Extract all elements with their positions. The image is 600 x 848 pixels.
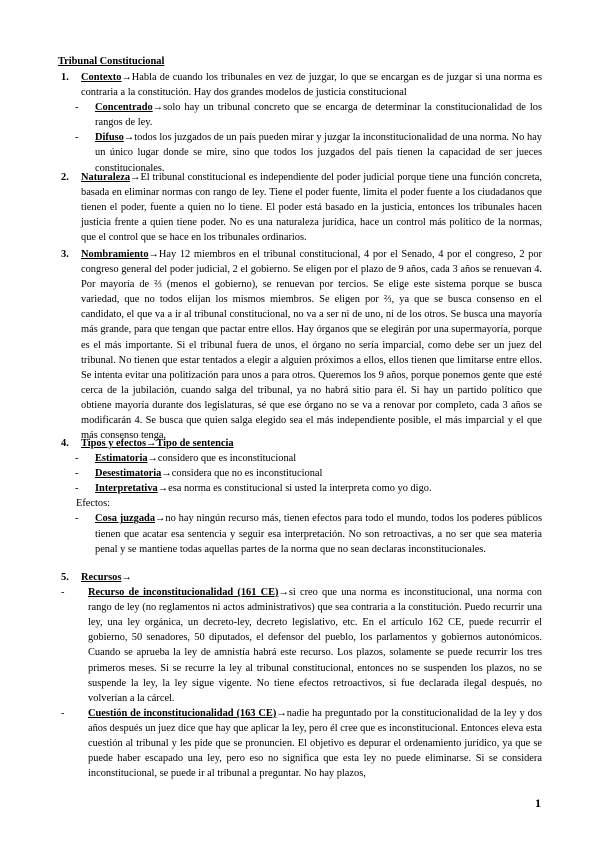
- section-text: →: [121, 572, 132, 583]
- section-text: →Habla de cuando los tribunales en vez de juzgar, lo que se encargan es de juzgar si una norma es contraria a la constitución. Hay dos grandes modelos de justicia constitucional: [81, 72, 542, 99]
- effects-label: Efectos:: [76, 498, 111, 510]
- list-item: [58, 481, 542, 496]
- list-item: [58, 451, 542, 466]
- list-item: [58, 706, 542, 781]
- section-heading: Tipos y efectos→Tipo de sentencia: [81, 438, 234, 449]
- section-paragraph: [58, 70, 542, 100]
- section-recursos: [58, 570, 542, 781]
- list-item-text: →considero que es inconstitucional: [147, 453, 297, 465]
- section-tipos-efectos: [58, 436, 542, 557]
- list-item-text: →todos los juzgados de un país pueden mirar y juzgar la inconstitucionalidad de una norma. No hay un único lugar donde se mire, sino que todos los juzgados del país tienen la capacidad de ser jueces constitucionales.: [95, 132, 542, 174]
- bullet-dash: -: [61, 587, 65, 599]
- list-item: [58, 585, 542, 706]
- list-item-heading: Cosa juzgada: [95, 513, 156, 525]
- section-number: 1.: [61, 72, 69, 83]
- bullet-dash: -: [75, 102, 79, 114]
- list-item-text: →nadie ha preguntado por la constitucionalidad de la ley y dos años después un juez dice que hay que aplicar la ley, pero él cree que es inconstitucional. Entonces eleva esta cuestión al tribunal y les pide que se pronuncien. El objetivo es depurar el ordenamiento jurídico, ya que se puede haber escapado una ley, pero eso no significa que esta ley no puede eliminarse. Si se considera inconstitucional, se puede ir al tribunal a preguntar. No hay plazos,: [88, 707, 543, 780]
- section-paragraph: [58, 247, 542, 443]
- section-heading: Contexto: [81, 72, 122, 83]
- list-item: [58, 511, 542, 556]
- list-item-heading: Interpretativa: [95, 483, 158, 495]
- list-item-text: →solo hay un tribunal concreto que se encarga de determinar la constitucionalidad de los rangos de ley.: [95, 102, 542, 129]
- section-contexto: [58, 70, 542, 176]
- list-item-text: →esa norma es constitucional si usted la interpreta como yo digo.: [157, 483, 432, 495]
- list-item-text: →considera que no es inconstitucional: [161, 468, 323, 480]
- list-item-text: →no hay ningún recurso más, tienen efectos para todo el mundo, todos los poderes públicos tienen que acatar esa sentencia y seguir esa interpretación. No son retroactivas, a no ser que sea materia penal y se mantiene todas aquellas partes de la norma que no sean declaras inconstitucionales.: [95, 513, 542, 555]
- list-item-heading: Concentrado: [95, 102, 153, 114]
- section-number: 2.: [61, 172, 69, 183]
- list-item: [58, 466, 542, 481]
- section-nombramiento: [58, 247, 542, 443]
- section-paragraph: [58, 436, 542, 451]
- section-heading: Recursos: [81, 572, 122, 583]
- section-number: 5.: [61, 572, 69, 583]
- section-text: →El tribunal constitucional es independiente del poder judicial porque tiene una función concreta, basada en eliminar normas con rango de ley. Tiene el poder fuente, limita el poder fuente a los ciudadanos que tienen el poder, fuente a quien no lo tiene. El poder está basado en la justicia, entonces los tribunales hacen justicia frente a quien tiene poder. No es una naturaleza jurídica, hace un control más político de la normas, que el control que se hace en los tribunales ordinarios.: [81, 172, 542, 244]
- bullet-dash: -: [75, 468, 79, 480]
- bullet-dash: -: [61, 707, 65, 719]
- bullet-dash: -: [75, 453, 79, 465]
- list-item: [58, 100, 542, 130]
- list-item: [58, 130, 542, 175]
- list-item-heading: Recurso de inconstitucionalidad (161 CE): [88, 587, 279, 599]
- section-text: →Hay 12 miembros en el tribunal constitucional, 4 por el Senado, 4 por el congreso, 2 por congreso general del poder judicial, 2 el gobierno. Se eligen por el plazo de 9 años, cada 3 años se renuevan 4. Por mayoría de ⅔ (menos el gobierno), se renuevan por tercios. Se elige este sistema porque se busca variedad, que no todos elijan los mismos miembros. Se eligen por ⅔, ya que se busca consenso en el candidato, el que va a ir al tribunal constitucional, no va a ser ni de uno, ni de los otros. Se busca una mayoría más grande, para que tengan que pactar entre ellos. Hay órganos que se elegirán por una supermayoría, porque es el más importante. Si el tribunal fuera de unos, el órgano no sería imparcial, como debe ser un juez del tribunal. No tienen que estar tentados a elegir a alguien próximos a ellos, ellos tienen que limitarse entre ellos. Se intenta evitar una politización para unos a para otros. Queremos los 9 años, porque ponemos gente que esté cerca de la jubilación, cuando salga del tribunal, ya no habrá sitio para él. Si hay un partido político que obtiene mayoría durante dos legislaturas, sé que ese órgano no se va a renovar por completo, cada 3 años se modificarán 4. Se busca que quien salga elegido sea el más independiente posible, el más imparcial y el que más consenso tenga.: [81, 249, 542, 442]
- bullet-dash: -: [75, 513, 79, 525]
- section-number: 4.: [61, 438, 69, 449]
- section-naturaleza: [58, 170, 542, 245]
- section-heading: Naturaleza: [81, 172, 131, 183]
- section-paragraph: [58, 570, 542, 585]
- bullet-dash: -: [75, 132, 79, 144]
- list-item-text: →si creo que una norma es inconstitucional, una norma con rango de ley (no reglamentos ni actos administrativos) que sea contraria a la constitución. Puedo recurrir una ley, una ley orgánica, un decreto-ley, decreto legislativo, etc. En el artículo 162 CE, puede recurrir el gobierno, 50 senadores, 50 diputados, el defensor del pueblo, los parlamentos y gobiernos autonómicos. Cuando se aprueba la ley de amnistía habrá este recurso. Los plazos, solamente se puede recurrir los tres primeros meses. Si se recurre la ley al tribunal constitucional, entonces no se suspenden los plazos, no se suspende la ley, la ley sigue vigente. No tiene efectos retroactivos, si fue declarada ilegal después, no volverían a la cárcel.: [88, 587, 543, 704]
- list-item-heading: Difuso: [95, 132, 124, 144]
- bullet-dash: -: [75, 483, 79, 495]
- list-item-heading: Estimatoria: [95, 453, 148, 465]
- section-heading: Nombramiento: [81, 249, 149, 260]
- document-title: Tribunal Constitucional: [58, 56, 165, 67]
- list-item-heading: Cuestión de inconstitucionalidad (163 CE): [88, 707, 277, 719]
- section-paragraph: [58, 170, 542, 245]
- list-item-heading: Desestimatoria: [95, 468, 162, 480]
- page-number: 1: [535, 796, 541, 810]
- section-number: 3.: [61, 249, 69, 260]
